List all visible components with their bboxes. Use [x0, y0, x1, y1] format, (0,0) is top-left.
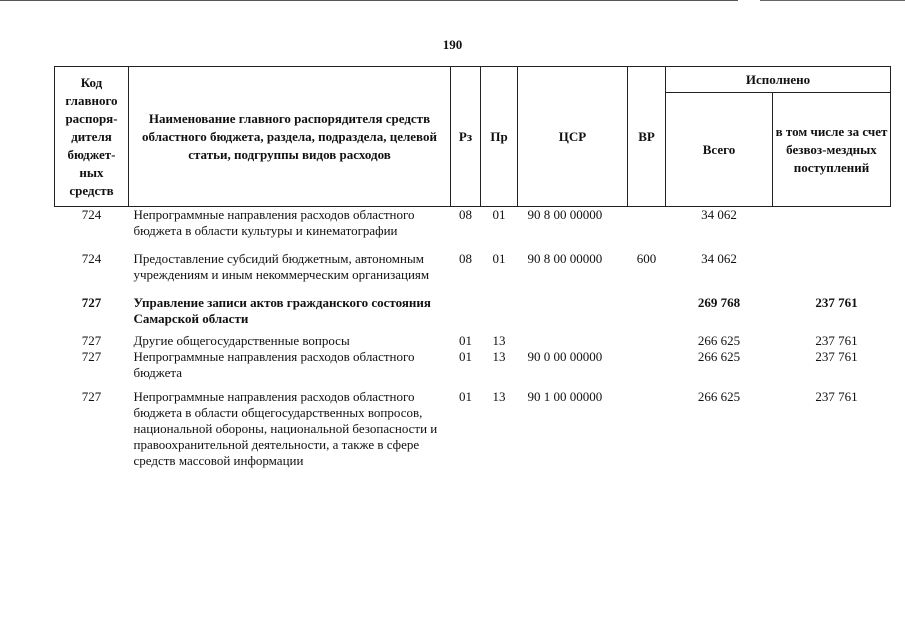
table-row	[55, 283, 891, 327]
table-body	[55, 207, 891, 470]
row-pr: 01	[492, 207, 506, 222]
row-pr: 13	[492, 389, 506, 404]
top-rule	[0, 0, 738, 1]
header-free: в том числе за счет безвоз-мездных поступлений	[773, 93, 891, 207]
table-row	[55, 381, 891, 469]
row-vr: 600	[636, 251, 657, 266]
row-pr: 01	[492, 251, 506, 266]
row-code: 724	[81, 207, 102, 222]
row-pr: 13	[492, 349, 506, 364]
row-vr	[628, 327, 666, 349]
row-total: 34 062	[701, 207, 737, 222]
header-vr: ВР	[628, 67, 666, 207]
row-csr: 90 1 00 00000	[527, 389, 603, 404]
row-code: 724	[81, 251, 102, 266]
table-row	[55, 349, 891, 381]
row-csr: 90 0 00 00000	[527, 349, 603, 364]
row-rz: 08	[459, 251, 472, 266]
row-free: 237 761	[815, 333, 858, 348]
row-rz	[451, 283, 481, 327]
row-free: 237 761	[815, 295, 858, 310]
row-free: 237 761	[815, 349, 858, 364]
row-total: 266 625	[697, 333, 741, 348]
table-row	[55, 207, 891, 240]
row-code: 727	[81, 349, 102, 364]
row-rz: 01	[459, 389, 472, 404]
row-csr: 90 8 00 00000	[527, 207, 603, 222]
row-code: 727	[81, 389, 102, 404]
table-header	[55, 67, 891, 207]
row-total: 269 768	[697, 295, 741, 310]
row-rz: 08	[459, 207, 472, 222]
row-csr	[518, 283, 628, 327]
row-name: Другие общегосударственные вопросы	[133, 333, 350, 348]
row-name: Предоставление субсидий бюджетным, автономным учреждениям и иным некоммерческим организациям	[133, 251, 430, 282]
row-total: 266 625	[697, 389, 741, 404]
row-vr	[628, 207, 666, 240]
row-pr	[481, 283, 518, 327]
table-row	[55, 327, 891, 349]
row-code: 727	[81, 295, 102, 310]
row-vr	[628, 381, 666, 469]
row-rz: 01	[459, 333, 472, 348]
row-name: Непрограммные направления расходов областного бюджета в области общегосударственных вопросов, национальной обороны, национальной безопасности и правоохранительной деятельности, а также в сфере средств массовой информации	[133, 389, 438, 468]
row-name: Управление записи актов гражданского состояния Самарской области	[133, 295, 431, 326]
header-pr: Пр	[481, 67, 518, 207]
row-name: Непрограммные направления расходов областного бюджета	[133, 349, 415, 380]
budget-table	[54, 66, 891, 469]
header-name: Наименование главного распорядителя средств областного бюджета, раздела, подраздела, целевой статьи, подгруппы видов расходов	[129, 67, 451, 207]
row-free	[773, 239, 891, 283]
row-total: 34 062	[701, 251, 737, 266]
row-free: 237 761	[815, 389, 858, 404]
table-row	[55, 239, 891, 283]
row-code: 727	[81, 333, 102, 348]
header-rz: Рз	[451, 67, 481, 207]
row-free	[773, 207, 891, 240]
row-total: 266 625	[697, 349, 741, 364]
row-rz: 01	[459, 349, 472, 364]
header-code: Код главного распоря-дителя бюджет-ных средств	[55, 67, 129, 207]
header-executed: Исполнено	[666, 67, 891, 93]
row-vr	[628, 349, 666, 381]
row-csr: 90 8 00 00000	[527, 251, 603, 266]
row-name: Непрограммные направления расходов областного бюджета в области культуры и кинематографии	[133, 207, 415, 238]
row-csr	[518, 327, 628, 349]
header-csr: ЦСР	[518, 67, 628, 207]
top-rule-right	[760, 0, 905, 1]
row-pr: 13	[492, 333, 506, 348]
page-number: 190	[442, 37, 463, 52]
row-vr	[628, 283, 666, 327]
header-total: Всего	[666, 93, 773, 207]
